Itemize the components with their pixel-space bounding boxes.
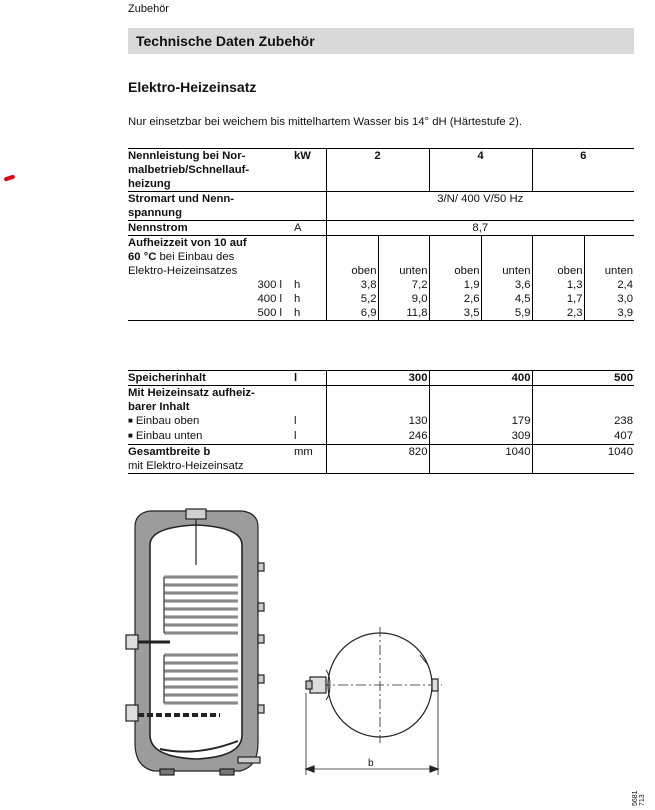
value-cell: 400 [429,371,532,386]
unit-cell: A [294,221,326,236]
value-cell: 8,7 [326,221,634,236]
table-row [128,292,634,306]
value-cell: 3,9 [584,306,634,321]
value-cell: 5,9 [481,306,532,321]
section-label: Zubehör [128,3,169,15]
row-label: Mit Heizeinsatz aufheiz- barer Inhalt [128,386,294,415]
row-label: Nennleistung bei Nor- malbetrieb/Schnellauf- heizung [128,149,294,192]
unit-cell: l [294,430,297,442]
value-cell: 3,6 [481,278,532,292]
table-row [128,371,634,386]
table-row [128,386,634,415]
value-cell: 820 [326,445,429,474]
value-cell: 1,9 [429,278,481,292]
col-oben: oben [351,265,377,277]
value-cell: 179 [429,414,532,429]
value-cell: 3,8 [326,278,378,292]
value-cell: 7,2 [378,278,429,292]
row-label: ■ Einbau unten [128,429,294,445]
unit-cell: kW [294,149,326,192]
row-label: Aufheizzeit von 10 auf 60 °C bei Einbau des Elektro-Heizeinsatzes [128,236,294,279]
value-cell: 130 [326,414,429,429]
red-margin-mark [4,174,16,181]
table-row [128,221,634,236]
value-cell: 2 [326,149,429,192]
value-cell: 6,9 [326,306,378,321]
heater-specs-table [128,148,634,321]
row-label: Speicherinhalt [128,371,294,386]
unit-cell: h [294,279,301,291]
value-cell: 2,4 [584,278,634,292]
col-unten: unten [399,265,428,277]
col-unten: unten [604,265,634,277]
row-label: Stromart und Nenn- spannung [128,192,294,221]
figure-number: 5681 713 [632,790,646,806]
unit-cell: h [294,306,326,321]
value-cell: 309 [429,429,532,445]
row-label: Nennstrom [128,221,294,236]
col-oben: oben [454,265,480,277]
value-cell: 1,7 [532,292,584,306]
value-cell: 407 [532,429,634,445]
value-cell: 11,8 [378,306,429,321]
tank-top-view [306,627,442,775]
volume-label: 300 l [257,279,282,291]
table-row [128,236,634,279]
value-cell: 9,0 [378,292,429,306]
page-title: Technische Daten Zubehör [136,33,315,49]
col-unten: unten [502,265,531,277]
page-title-bar [128,28,634,54]
value-cell: 4,5 [481,292,532,306]
storage-specs-table [128,370,634,474]
row-label: Gesamtbreite b mit Elektro-Heizeinsatz [128,445,294,474]
value-cell: 2,3 [532,306,584,321]
value-cell: 1,3 [532,278,584,292]
unit-cell: mm [294,445,326,474]
unit-cell: h [294,293,301,305]
usage-note: Nur einsetzbar bei weichem bis mittelhartem Wasser bis 14° dH (Härtestufe 2). [128,116,522,128]
value-cell: 2,6 [429,292,481,306]
value-cell: 3,5 [429,306,481,321]
value-cell: 500 [532,371,634,386]
value-cell: 300 [326,371,429,386]
unit-cell: l [294,415,297,427]
value-cell: 246 [326,429,429,445]
value-cell: 3,0 [584,292,634,306]
table-row [128,278,634,292]
lower-heating-coil [164,655,238,703]
unit-cell: l [294,371,326,386]
tank-drawing [120,505,450,787]
volume-label: 400 l [257,293,282,305]
subtitle: Elektro-Heizeinsatz [128,79,257,95]
tank-side-section [126,509,264,775]
dimension-label: b [368,758,374,769]
row-label: ■ Einbau oben [128,414,294,429]
value-cell: 3/N/ 400 V/50 Hz [326,192,634,221]
value-cell: 5,2 [326,292,378,306]
value-cell: 238 [532,414,634,429]
col-oben: oben [557,265,583,277]
table-row [128,149,634,192]
value-cell: 6 [532,149,634,192]
volume-label: 500 l [128,306,294,321]
table-row [128,414,634,429]
table-row [128,192,634,221]
table-row [128,429,634,445]
value-cell: 4 [429,149,532,192]
table-row [128,306,634,321]
value-cell: 1040 [532,445,634,474]
table-row [128,445,634,474]
value-cell: 1040 [429,445,532,474]
